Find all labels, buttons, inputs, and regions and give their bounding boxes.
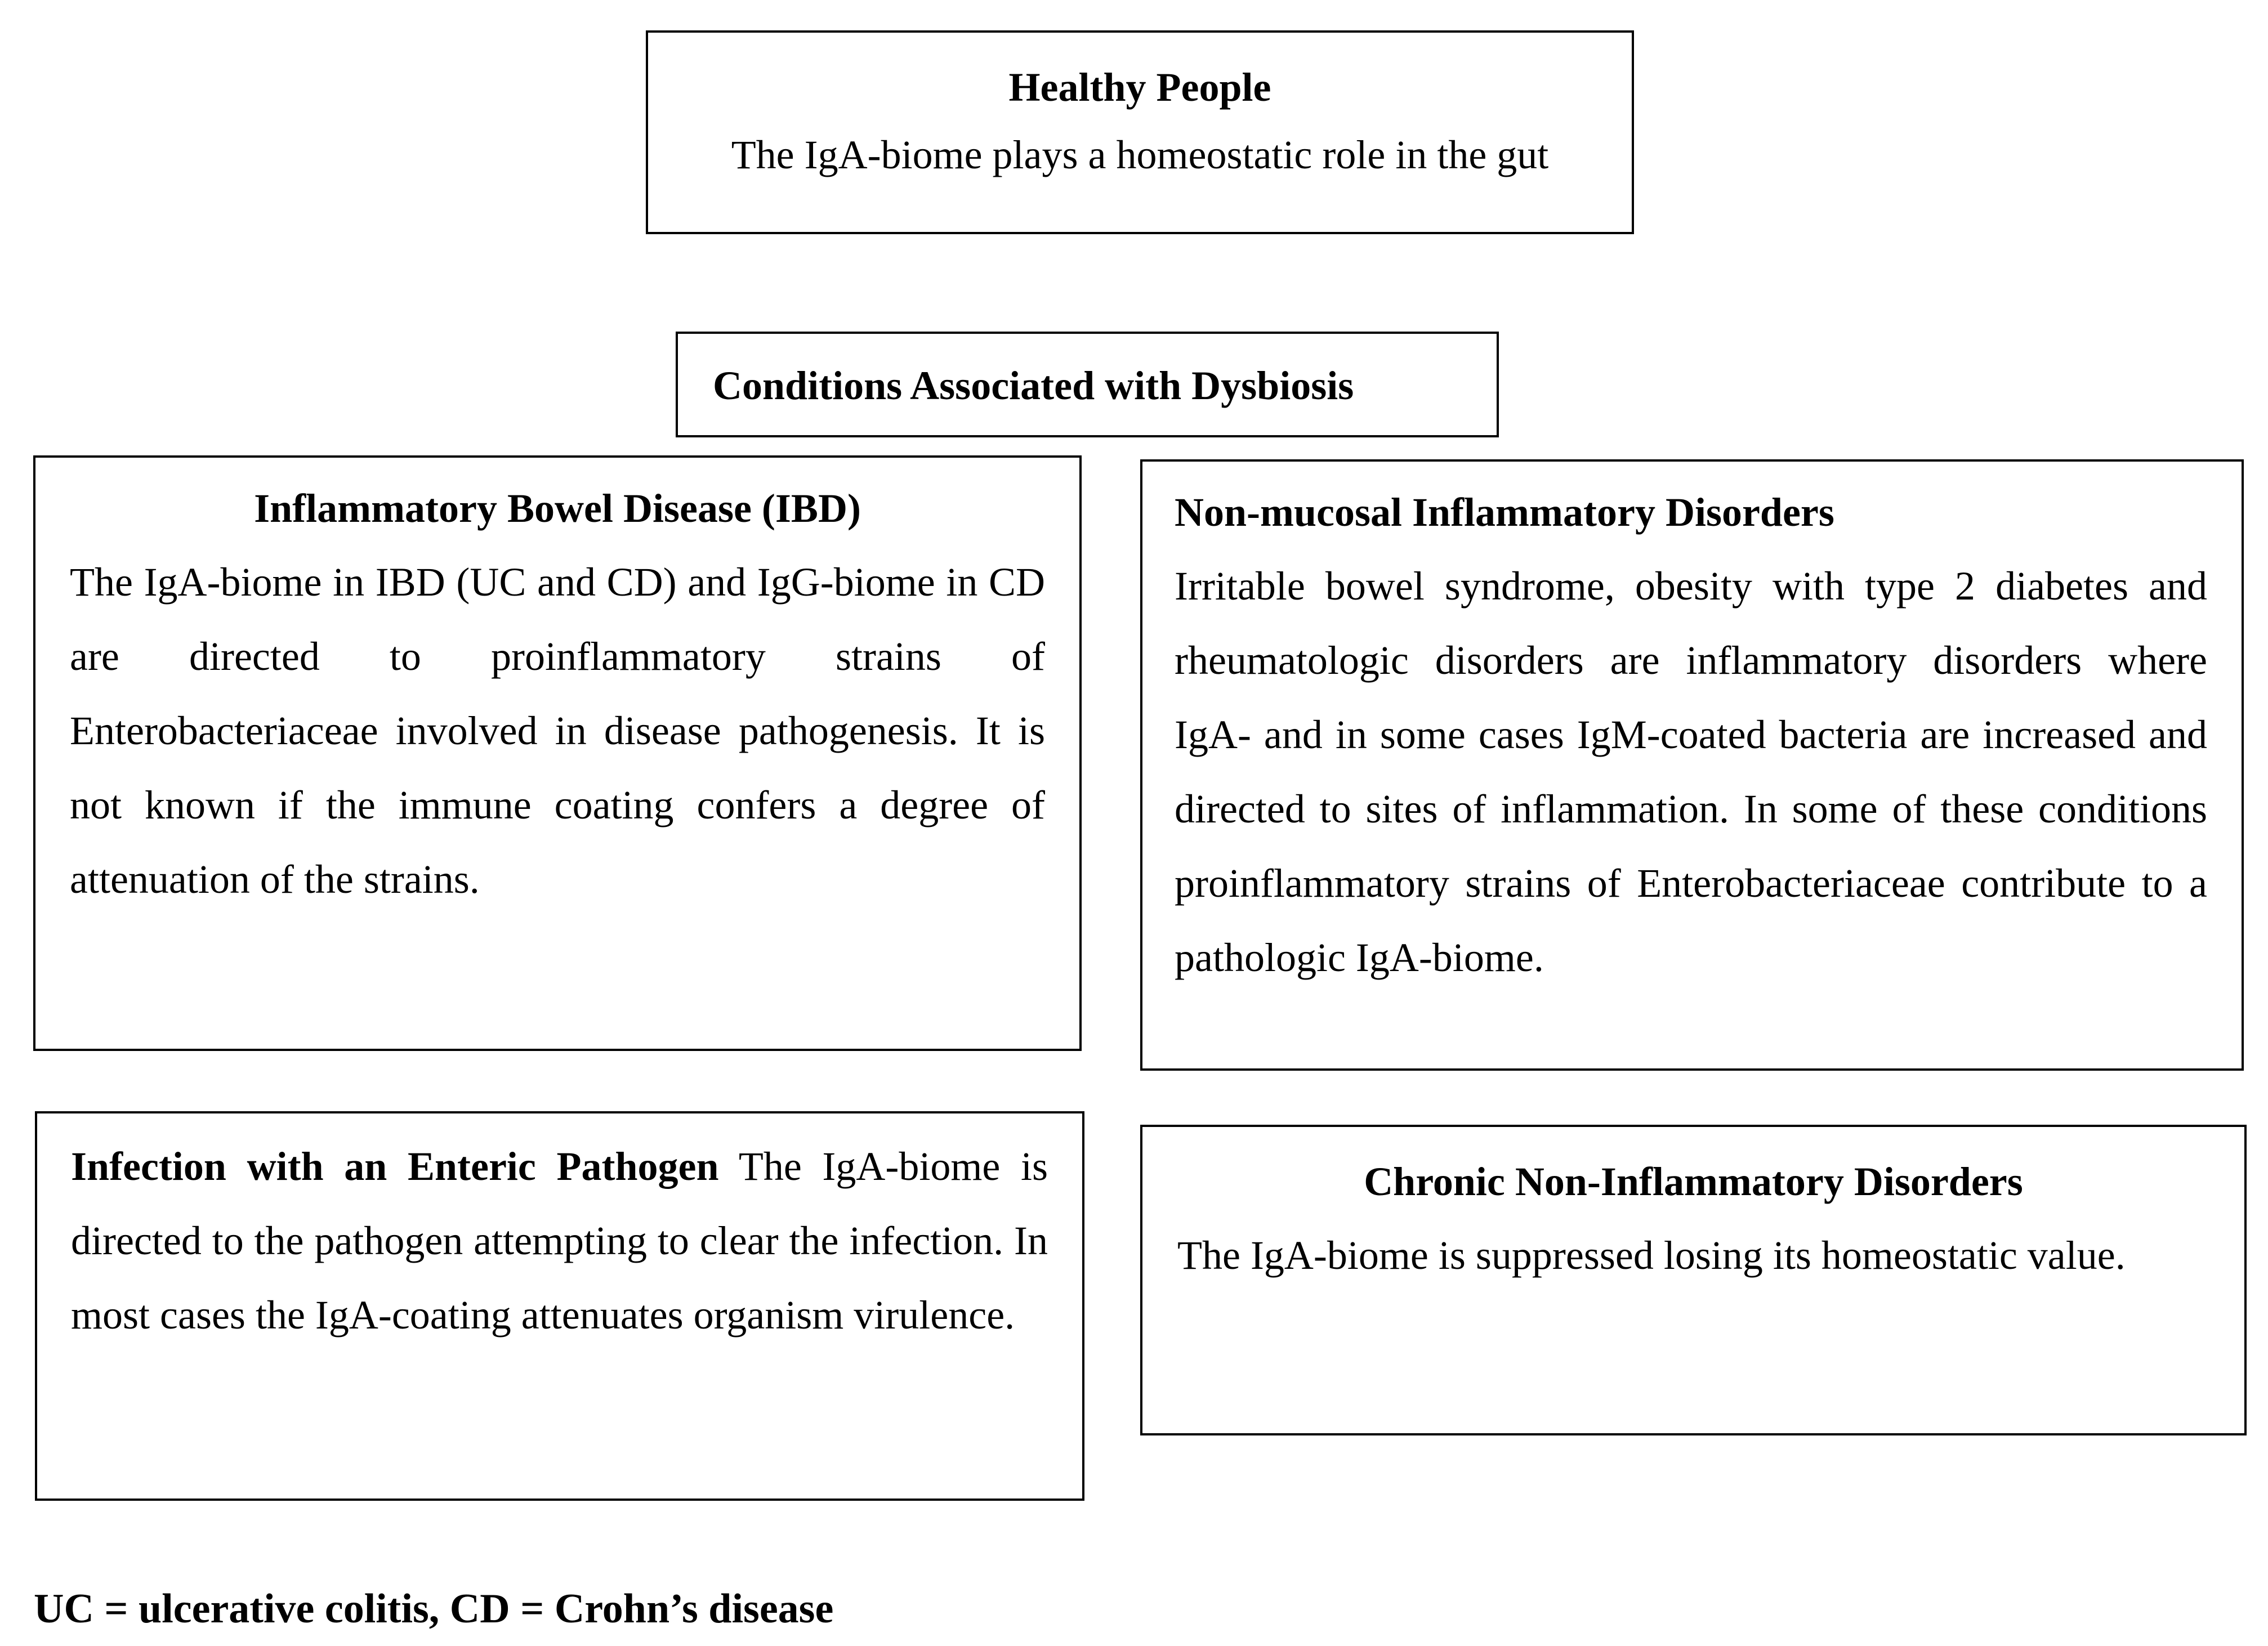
conditions-dysbiosis-title: Conditions Associated with Dysbiosis	[713, 363, 1354, 408]
abbreviations-footnote: UC = ulcerative colitis, CD = Crohn’s disease	[34, 1586, 834, 1632]
enteric-infection-text: The IgA-biome is directed to the pathogen attempting to clear the infection. In most cases the IgA-coating attenuates organism virulence.	[71, 1144, 1048, 1338]
healthy-people-box	[646, 30, 1634, 234]
chronic-non-inflammatory-box	[1140, 1125, 2247, 1435]
non-mucosal-box	[1140, 459, 2244, 1071]
enteric-infection-box	[35, 1111, 1084, 1501]
enteric-infection-paragraph	[71, 1129, 1048, 1352]
healthy-people-text: The IgA-biome plays a homeostatic role in the gut	[731, 132, 1549, 177]
chronic-non-inflammatory-text: The IgA-biome is suppressed losing its homeostatic value.	[1177, 1233, 2126, 1278]
ibd-box	[33, 455, 1082, 1051]
enteric-infection-title: Infection with an Enteric Pathogen	[71, 1144, 719, 1189]
ibd-title: Inflammatory Bowel Disease (IBD)	[254, 486, 861, 531]
conditions-dysbiosis-box	[676, 332, 1499, 437]
non-mucosal-title: Non-mucosal Inflammatory Disorders	[1175, 490, 1834, 535]
chronic-non-inflammatory-title: Chronic Non-Inflammatory Disorders	[1364, 1159, 2023, 1204]
healthy-people-title: Healthy People	[1008, 65, 1271, 110]
ibd-text: The IgA-biome in IBD (UC and CD) and IgG-biome in CD are directed to proinflammatory strains of Enterobacteriaceae involved in disease pathogenesis. It is not known if the immune coating confers a degree of attenuation of the strains.	[70, 560, 1045, 902]
non-mucosal-text: Irritable bowel syndrome, obesity with type 2 diabetes and rheumatologic disorders are inflammatory disorders where IgA- and in some cases IgM-coated bacteria are increased and directed to sites of inflammation. In some of these conditions proinflammatory strains of Enterobacteriaceae contribute to a pathologic IgA-biome.	[1175, 563, 2207, 980]
